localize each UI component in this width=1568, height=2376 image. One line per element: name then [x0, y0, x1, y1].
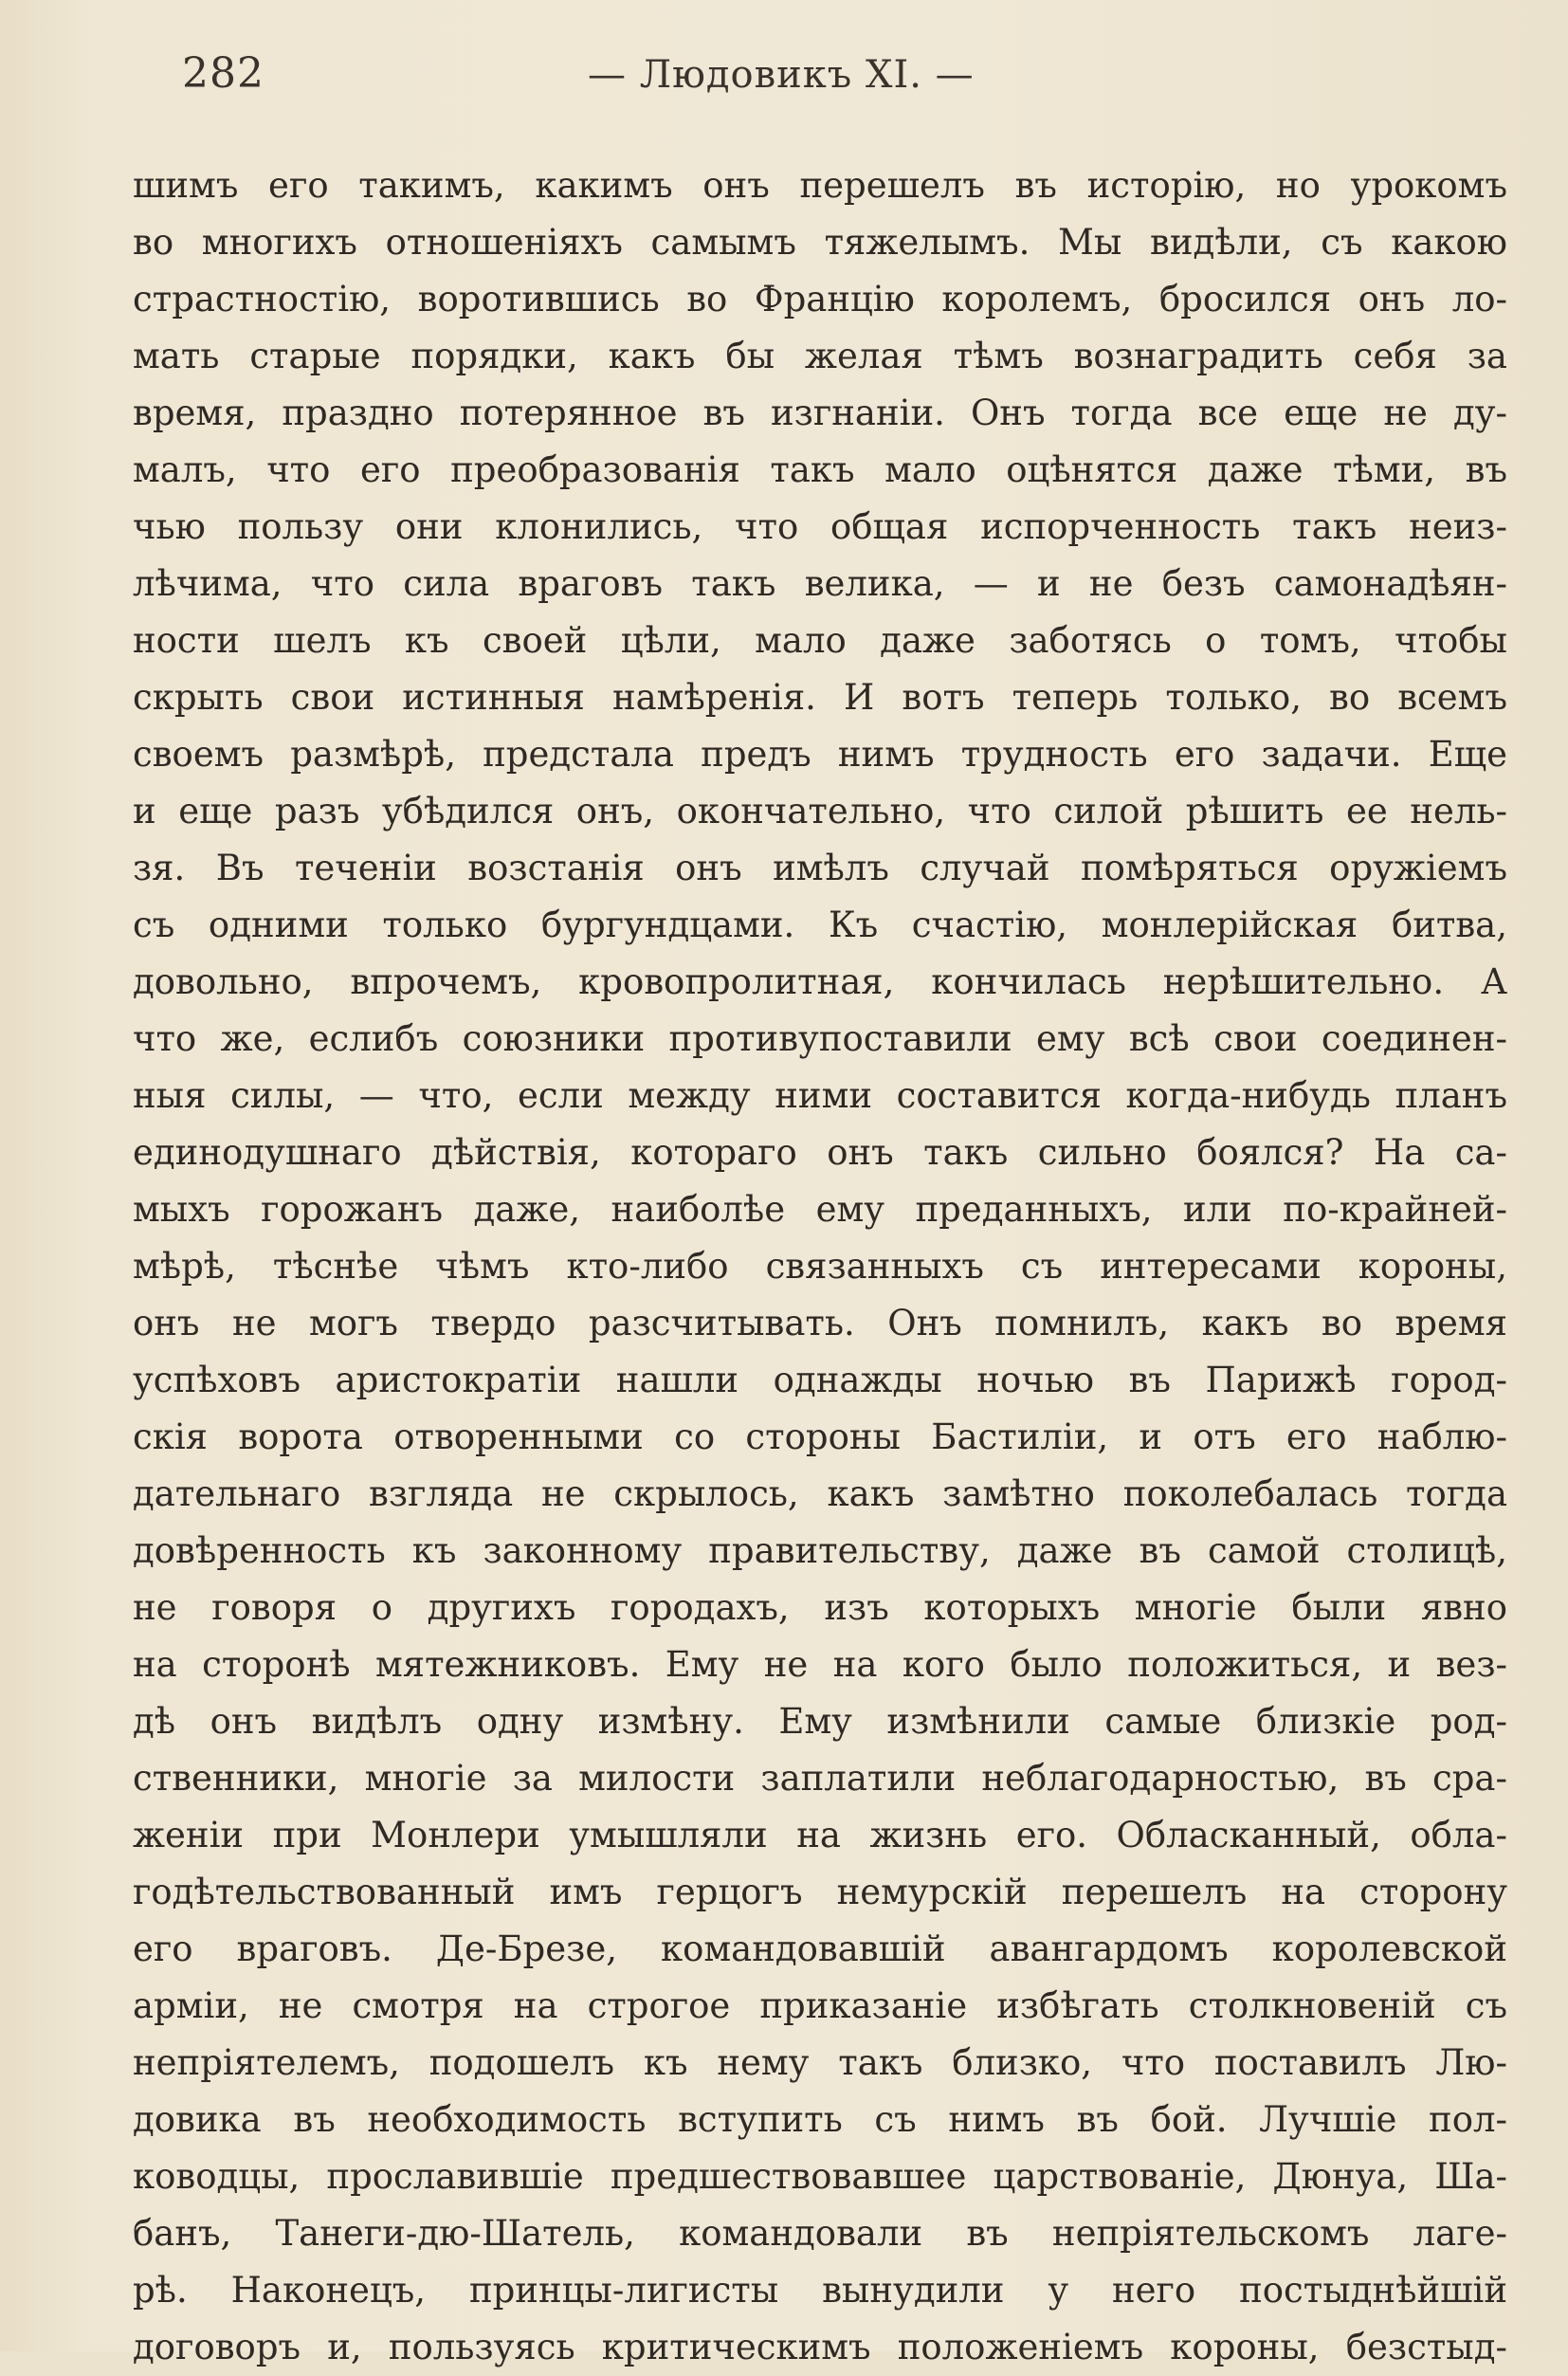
- text-line: банъ, Танеги-дю-Шатель, командовали въ непріятельскомъ лаге-: [133, 2213, 1507, 2254]
- text-line: своемъ размѣрѣ, предстала предъ нимъ трудность его задачи. Еще: [133, 734, 1507, 775]
- text-line: непріятелемъ, подошелъ къ нему такъ близко, что поставилъ Лю-: [133, 2042, 1507, 2083]
- text-line: довѣренность къ законному правительству, даже въ самой столицѣ,: [133, 1530, 1507, 1571]
- page-number: 282: [182, 49, 264, 98]
- text-line: договоръ и, пользуясь критическимъ положеніемъ короны, безстыд-: [133, 2327, 1507, 2367]
- text-line: что же, еслибъ союзники противупоставили ему всѣ свои соединен-: [133, 1018, 1507, 1059]
- text-line: малъ, что его преобразованія такъ мало оцѣнятся даже тѣми, въ: [133, 449, 1507, 490]
- text-line: мѣрѣ, тѣснѣе чѣмъ кто-либо связанныхъ съ интересами короны,: [133, 1246, 1507, 1287]
- text-line: ныя силы, — что, если между ними составится когда-нибудь планъ: [133, 1075, 1507, 1116]
- text-line: его враговъ. Де-Брезе, командовавшій авангардомъ королевской: [133, 1928, 1507, 1969]
- text-line: онъ не могъ твердо разсчитывать. Онъ помнилъ, какъ во время: [133, 1303, 1507, 1343]
- text-line: страстностію, воротившись во Францію королемъ, бросился онъ ло-: [133, 279, 1507, 320]
- text-line: лѣчима, что сила враговъ такъ велика, — и не безъ самонадѣян-: [133, 563, 1507, 604]
- text-line: мыхъ горожанъ даже, наиболѣе ему преданныхъ, или по-крайней-: [133, 1189, 1507, 1230]
- text-line: во многихъ отношеніяхъ самымъ тяжелымъ. Мы видѣли, съ какою: [133, 222, 1507, 263]
- text-line: чью пользу они клонились, что общая испорченность такъ неиз-: [133, 506, 1507, 547]
- text-line: время, праздно потерянное въ изгнаніи. Онъ тогда все еще не ду-: [133, 393, 1507, 433]
- text-line: мать старые порядки, какъ бы желая тѣмъ вознаградить себя за: [133, 336, 1507, 376]
- text-line: на сторонѣ мятежниковъ. Ему не на кого было положиться, и вез-: [133, 1644, 1507, 1685]
- text-line: дѣ онъ видѣлъ одну измѣну. Ему измѣнили самые близкіе род-: [133, 1701, 1507, 1742]
- text-line: зя. Въ теченіи возстанія онъ имѣлъ случай помѣряться оружіемъ: [133, 848, 1507, 888]
- text-line: довика въ необходимость вступить съ нимъ въ бой. Лучшіе пол-: [133, 2099, 1507, 2140]
- text-line: успѣховъ аристократіи нашли однажды ночью въ Парижѣ город-: [133, 1360, 1507, 1400]
- text-line: единодушнаго дѣйствія, котораго онъ такъ сильно боялся? На са-: [133, 1132, 1507, 1173]
- text-line: ности шелъ къ своей цѣли, мало даже заботясь о томъ, чтобы: [133, 620, 1507, 661]
- text-line: рѣ. Наконецъ, принцы-лигисты вынудили у него постыднѣйшій: [133, 2270, 1507, 2311]
- running-title: — Людовикъ XI. —: [588, 53, 975, 97]
- text-line: ственники, многіе за милости заплатили неблагодарностью, въ сра-: [133, 1758, 1507, 1799]
- text-line: ководцы, прославившіе предшествовавшее царствованіе, Дюнуа, Ша-: [133, 2156, 1507, 2197]
- text-line: шимъ его такимъ, какимъ онъ перешелъ въ исторію, но урокомъ: [133, 165, 1507, 206]
- text-line: довольно, впрочемъ, кровопролитная, кончилась нерѣшительно. А: [133, 961, 1507, 1002]
- text-line: съ одними только бургундцами. Къ счастію, монлерійская битва,: [133, 905, 1507, 945]
- text-line: скія ворота отворенными со стороны Бастиліи, и отъ его наблю-: [133, 1416, 1507, 1457]
- text-line: женіи при Монлери умышляли на жизнь его. Обласканный, обла-: [133, 1815, 1507, 1855]
- text-line: скрыть свои истинныя намѣренія. И вотъ теперь только, во всемъ: [133, 677, 1507, 718]
- text-line: и еще разъ убѣдился онъ, окончательно, что силой рѣшить ее нель-: [133, 791, 1507, 832]
- text-line: годѣтельствованный имъ герцогъ немурскій перешелъ на сторону: [133, 1872, 1507, 1912]
- body-text: [133, 157, 1507, 2376]
- text-line: не говоря о другихъ городахъ, изъ которыхъ многіе были явно: [133, 1587, 1507, 1628]
- text-line: дательнаго взгляда не скрылось, какъ замѣтно поколебалась тогда: [133, 1473, 1507, 1514]
- text-line: арміи, не смотря на строгое приказаніе избѣгать столкновеній съ: [133, 1985, 1507, 2026]
